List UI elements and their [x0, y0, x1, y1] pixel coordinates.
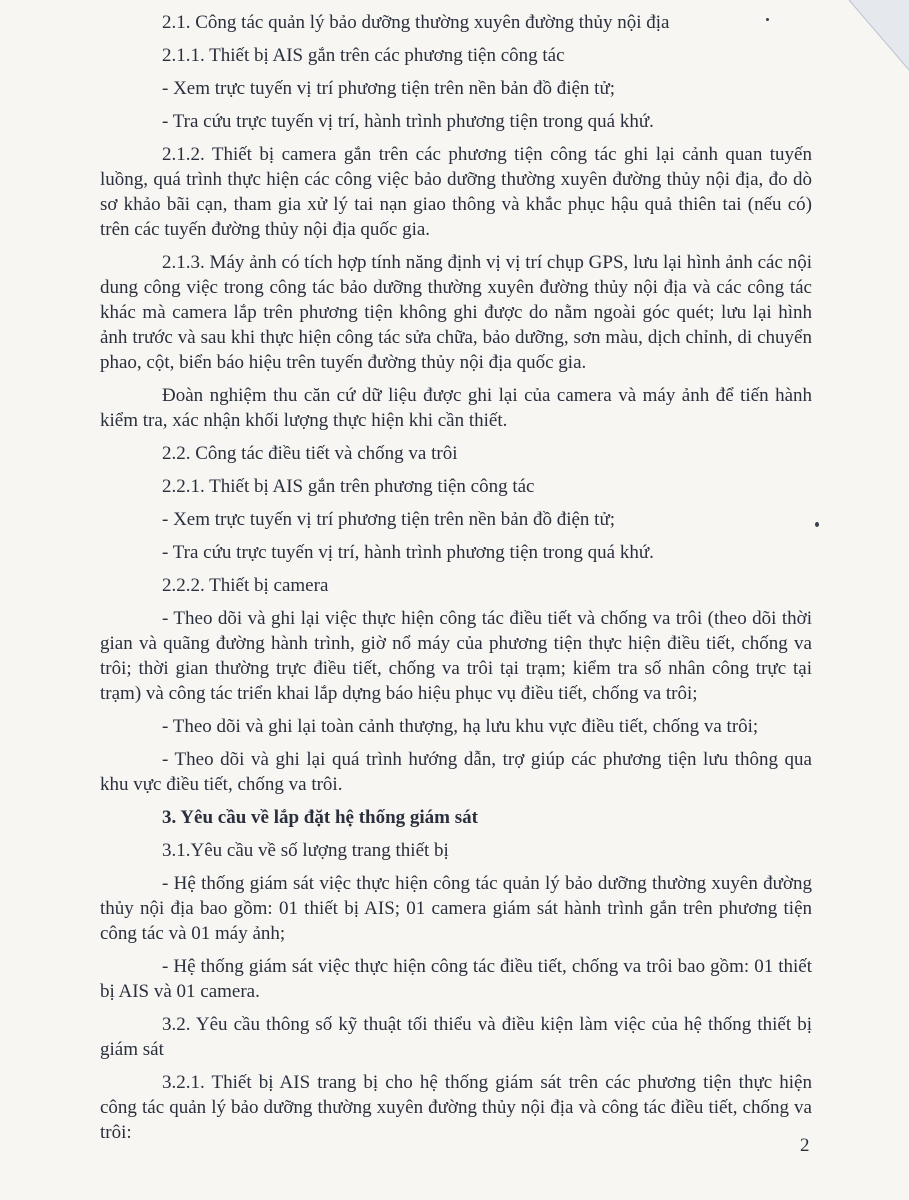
paragraph: 2.2.2. Thiết bị camera: [162, 575, 329, 596]
paragraph: - Hệ thống giám sát việc thực hiện công tác điều tiết, chống va trôi bao gồm: 01 thiết bị AIS và 01 camera.: [100, 956, 812, 1002]
paragraph: - Theo dõi và ghi lại việc thực hiện công tác điều tiết và chống va trôi (theo dõi thời gian và quãng đường hành trình, giờ nổ máy của phương tiện thực hiện điều tiết, chống va trôi; thời gian thường trực điều tiết, chống va trôi tại trạm; kiểm tra số nhân công trực tại trạm) và công tác triển khai lắp dựng báo hiệu phục vụ điều tiết, chống va trôi;: [100, 608, 812, 704]
paragraph: - Theo dõi và ghi lại toàn cảnh thượng, hạ lưu khu vực điều tiết, chống va trôi;: [162, 716, 759, 737]
paragraph: - Theo dõi và ghi lại quá trình hướng dẫn, trợ giúp các phương tiện lưu thông qua khu vực điều tiết, chống va trôi.: [100, 749, 812, 795]
section-heading: 3. Yêu cầu về lắp đặt hệ thống giám sát: [162, 807, 478, 828]
paragraph: 2.1.2. Thiết bị camera gắn trên các phương tiện công tác ghi lại cảnh quan tuyến luồng, quá trình thực hiện các công việc bảo dưỡng thường xuyên đường thủy nội địa, đo dò sơ khảo bãi cạn, tham gia xử lý tai nạn giao thông và khắc phục hậu quả thiên tai (nếu có) trên các tuyến đường thủy nội địa quốc gia.: [100, 144, 812, 240]
scan-speck: [815, 522, 819, 527]
paragraph: - Hệ thống giám sát việc thực hiện công tác quản lý bảo dưỡng thường xuyên đường thủy nội địa bao gồm: 01 thiết bị AIS; 01 camera giám sát hành trình gắn trên phương tiện công tác và 01 máy ảnh;: [100, 873, 812, 944]
paragraph: 3.1.Yêu cầu về số lượng trang thiết bị: [162, 840, 449, 861]
page-number: 2: [800, 1135, 810, 1156]
paragraph: 2.1.1. Thiết bị AIS gắn trên các phương tiện công tác: [162, 45, 565, 66]
paragraph: 2.2.1. Thiết bị AIS gắn trên phương tiện công tác: [162, 476, 535, 497]
paragraph: 3.2.1. Thiết bị AIS trang bị cho hệ thống giám sát trên các phương tiện thực hiện công tác quản lý bảo dưỡng thường xuyên đường thủy nội địa và công tác điều tiết, chống va trôi:: [100, 1072, 812, 1143]
paragraph: - Tra cứu trực tuyến vị trí, hành trình phương tiện trong quá khứ.: [162, 542, 654, 563]
paragraph: - Xem trực tuyến vị trí phương tiện trên nền bản đồ điện tử;: [162, 78, 616, 99]
paragraph: - Xem trực tuyến vị trí phương tiện trên nền bản đồ điện tử;: [162, 509, 616, 530]
paragraph: 3.2. Yêu cầu thông số kỹ thuật tối thiểu và điều kiện làm việc của hệ thống thiết bị giám sát: [100, 1014, 812, 1060]
paragraph: 2.1.3. Máy ảnh có tích hợp tính năng định vị vị trí chụp GPS, lưu lại hình ảnh các nội dung công việc trong công tác bảo dưỡng thường xuyên đường thủy nội địa và các công tác khác mà camera lắp trên phương tiện không ghi được do nằm ngoài góc quét; lưu lại hình ảnh trước và sau khi thực hiện công tác sửa chữa, bảo dưỡng, sơn màu, dịch chỉnh, di chuyển phao, cột, biển báo hiệu trên tuyến đường thủy nội địa quốc gia.: [100, 252, 812, 373]
paragraph: - Tra cứu trực tuyến vị trí, hành trình phương tiện trong quá khứ.: [162, 111, 654, 132]
document-body: [100, 10, 812, 1145]
paragraph: 2.2. Công tác điều tiết và chống va trôi: [162, 443, 458, 464]
page-corner-shadow: [819, 0, 909, 80]
paragraph: 2.1. Công tác quản lý bảo dưỡng thường xuyên đường thủy nội địa: [162, 12, 670, 33]
paragraph: Đoàn nghiệm thu căn cứ dữ liệu được ghi lại của camera và máy ảnh để tiến hành kiểm tra, xác nhận khối lượng thực hiện khi cần thiết.: [100, 385, 812, 431]
